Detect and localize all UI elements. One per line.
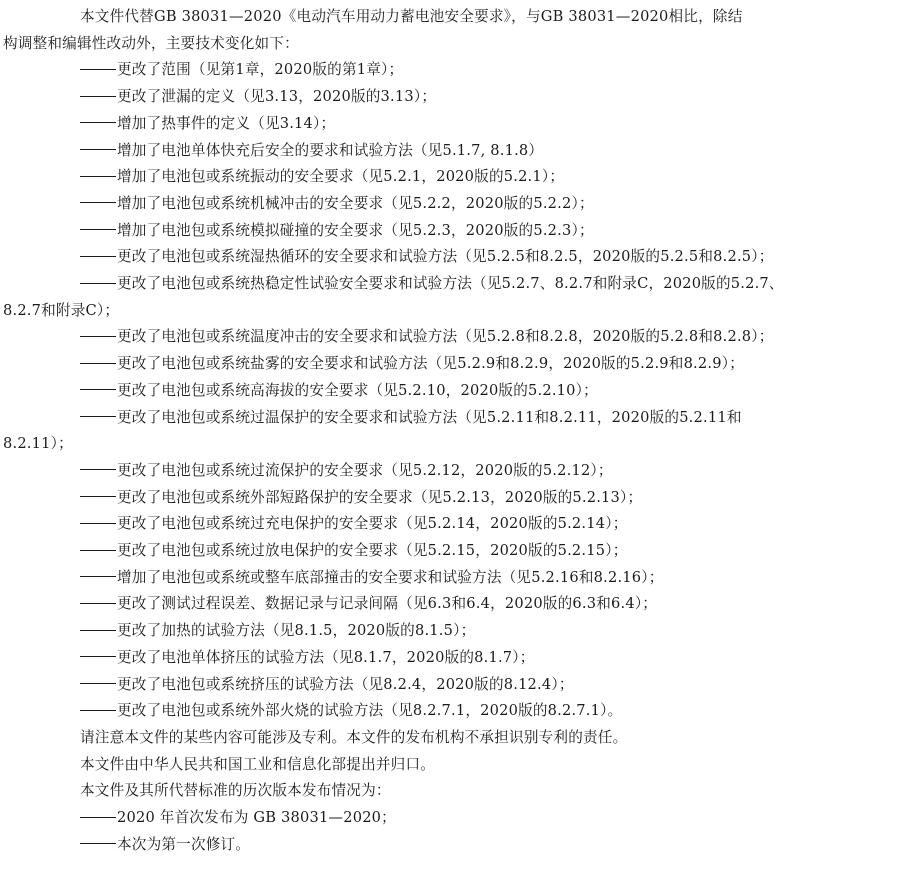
- change-item: [80, 218, 887, 245]
- change-item-text: 更改了电池包或系统过放电保护的安全要求（见5.2.15，2020版的5.2.15）；: [117, 542, 628, 560]
- intro-paragraph-line-1: 本文件代替GB 38031—2020《电动汽车用动力蓄电池安全要求》，与GB 38031—2020相比，除结: [80, 8, 743, 25]
- change-item: [80, 164, 887, 191]
- em-dash-rule: [80, 683, 116, 684]
- change-item: [80, 645, 887, 672]
- change-item-text: 增加了电池包或系统机械冲击的安全要求（见5.2.2，2020版的5.2.2）；: [117, 194, 594, 212]
- change-item: [80, 591, 887, 618]
- change-item-text: 更改了电池包或系统挤压的试验方法（见8.2.4，2020版的8.12.4）；: [117, 675, 574, 693]
- change-item-continuation: 8.2.11）；: [3, 435, 73, 453]
- change-item-text: 更改了电池包或系统湿热循环的安全要求和试验方法（见5.2.5和8.2.5，2020版的5.2.5和8.2.5）；: [117, 248, 774, 266]
- history-item-revision: [80, 832, 887, 859]
- em-dash-rule: [80, 710, 116, 711]
- em-dash-rule: [80, 256, 116, 257]
- change-item: [80, 378, 887, 405]
- em-dash-rule: [80, 363, 116, 364]
- change-item-text: 增加了热事件的定义（见3.14）；: [117, 114, 336, 132]
- change-item-text: 增加了电池包或系统模拟碰撞的安全要求（见5.2.3，2020版的5.2.3）；: [117, 221, 594, 239]
- change-item: [80, 84, 887, 111]
- change-item-text: 更改了电池包或系统过温保护的安全要求和试验方法（见5.2.11和8.2.11，2020版的5.2.11和: [117, 408, 742, 426]
- change-item: [80, 351, 887, 378]
- change-item-text: 增加了电池单体快充后安全的要求和试验方法（见5.1.7, 8.1.8）: [117, 141, 544, 159]
- change-item-text: 更改了电池包或系统热稳定性试验安全要求和试验方法（见5.2.7、8.2.7和附录C，2020版的5.2.7、: [117, 275, 784, 293]
- technical-changes-list: [3, 57, 887, 725]
- history-intro: 本文件及其所代替标准的历次版本发布情况为：: [80, 782, 391, 800]
- change-item: [80, 324, 887, 351]
- change-item: [80, 565, 887, 592]
- change-item: [80, 111, 887, 138]
- em-dash-rule: [80, 817, 116, 818]
- em-dash-rule: [80, 523, 116, 524]
- change-item-text: 更改了范围（见第1章，2020版的第1章）；: [117, 61, 404, 79]
- change-item-text: 更改了泄漏的定义（见3.13，2020版的3.13）；: [117, 88, 437, 106]
- change-item-text: 更改了电池包或系统盐雾的安全要求和试验方法（见5.2.9和8.2.9，2020版的5.2.9和8.2.9）；: [117, 355, 744, 373]
- em-dash-rule: [80, 122, 116, 123]
- em-dash-rule: [80, 96, 116, 97]
- change-item: [80, 485, 887, 512]
- history-item-text: 本次为第一次修订。: [117, 835, 251, 853]
- change-item-text: 更改了电池包或系统温度冲击的安全要求和试验方法（见5.2.8和8.2.8，2020版的5.2.8和8.2.8）；: [117, 328, 774, 346]
- history-item-first-release: [80, 805, 887, 832]
- em-dash-rule: [80, 576, 116, 577]
- change-item-text: 更改了电池单体挤压的试验方法（见8.1.7，2020版的8.1.7）；: [117, 648, 535, 666]
- em-dash-rule: [80, 389, 116, 390]
- em-dash-rule: [80, 69, 116, 70]
- em-dash-rule: [80, 843, 116, 844]
- change-item-text: 更改了电池包或系统外部短路保护的安全要求（见5.2.13，2020版的5.2.13）；: [117, 488, 643, 506]
- change-item: [80, 191, 887, 218]
- em-dash-rule: [80, 630, 116, 631]
- em-dash-rule: [80, 283, 116, 284]
- change-item: [80, 138, 887, 165]
- change-item: [80, 511, 887, 538]
- em-dash-rule: [80, 149, 116, 150]
- history-item-text: 2020 年首次发布为 GB 38031—2020；: [117, 809, 396, 827]
- change-item: [80, 57, 887, 84]
- change-item-text: 更改了电池包或系统外部火烧的试验方法（见8.2.7.1，2020版的8.2.7.1）。: [117, 702, 623, 720]
- em-dash-rule: [80, 656, 116, 657]
- change-item: [80, 698, 887, 725]
- patent-notice: 请注意本文件的某些内容可能涉及专利。本文件的发布机构不承担识别专利的责任。: [80, 728, 628, 746]
- em-dash-rule: [80, 176, 116, 177]
- change-item: [80, 672, 887, 699]
- change-item: [80, 458, 887, 485]
- em-dash-rule: [80, 496, 116, 497]
- em-dash-rule: [80, 416, 116, 417]
- change-item: [80, 271, 887, 298]
- proposer-statement: 本文件由中华人民共和国工业和信息化部提出并归口。: [80, 755, 436, 773]
- change-item: [80, 244, 887, 271]
- em-dash-rule: [80, 469, 116, 470]
- em-dash-rule: [80, 202, 116, 203]
- change-item-text: 更改了测试过程误差、数据记录与记录间隔（见6.3和6.4，2020版的6.3和6.4）；: [117, 595, 658, 613]
- change-item: [80, 618, 887, 645]
- change-item-text: 增加了电池包或系统振动的安全要求（见5.2.1，2020版的5.2.1）；: [117, 168, 565, 186]
- change-item-text: 更改了加热的试验方法（见8.1.5，2020版的8.1.5）；: [117, 622, 476, 640]
- change-item-text: 更改了电池包或系统过充电保护的安全要求（见5.2.14，2020版的5.2.14）；: [117, 515, 628, 533]
- change-item: [80, 538, 887, 565]
- em-dash-rule: [80, 550, 116, 551]
- change-item: [80, 405, 887, 432]
- intro-paragraph-line-2: 构调整和编辑性改动外，主要技术变化如下：: [3, 34, 299, 52]
- change-item-text: 增加了电池包或系统或整车底部撞击的安全要求和试验方法（见5.2.16和8.2.16）；: [117, 568, 664, 586]
- change-item-continuation: 8.2.7和附录C）；: [3, 301, 120, 319]
- change-item-text: 更改了电池包或系统过流保护的安全要求（见5.2.12，2020版的5.2.12）；: [117, 461, 613, 479]
- em-dash-rule: [80, 229, 116, 230]
- change-item-text: 更改了电池包或系统高海拔的安全要求（见5.2.10，2020版的5.2.10）；: [117, 381, 598, 399]
- em-dash-rule: [80, 336, 116, 337]
- em-dash-rule: [80, 603, 116, 604]
